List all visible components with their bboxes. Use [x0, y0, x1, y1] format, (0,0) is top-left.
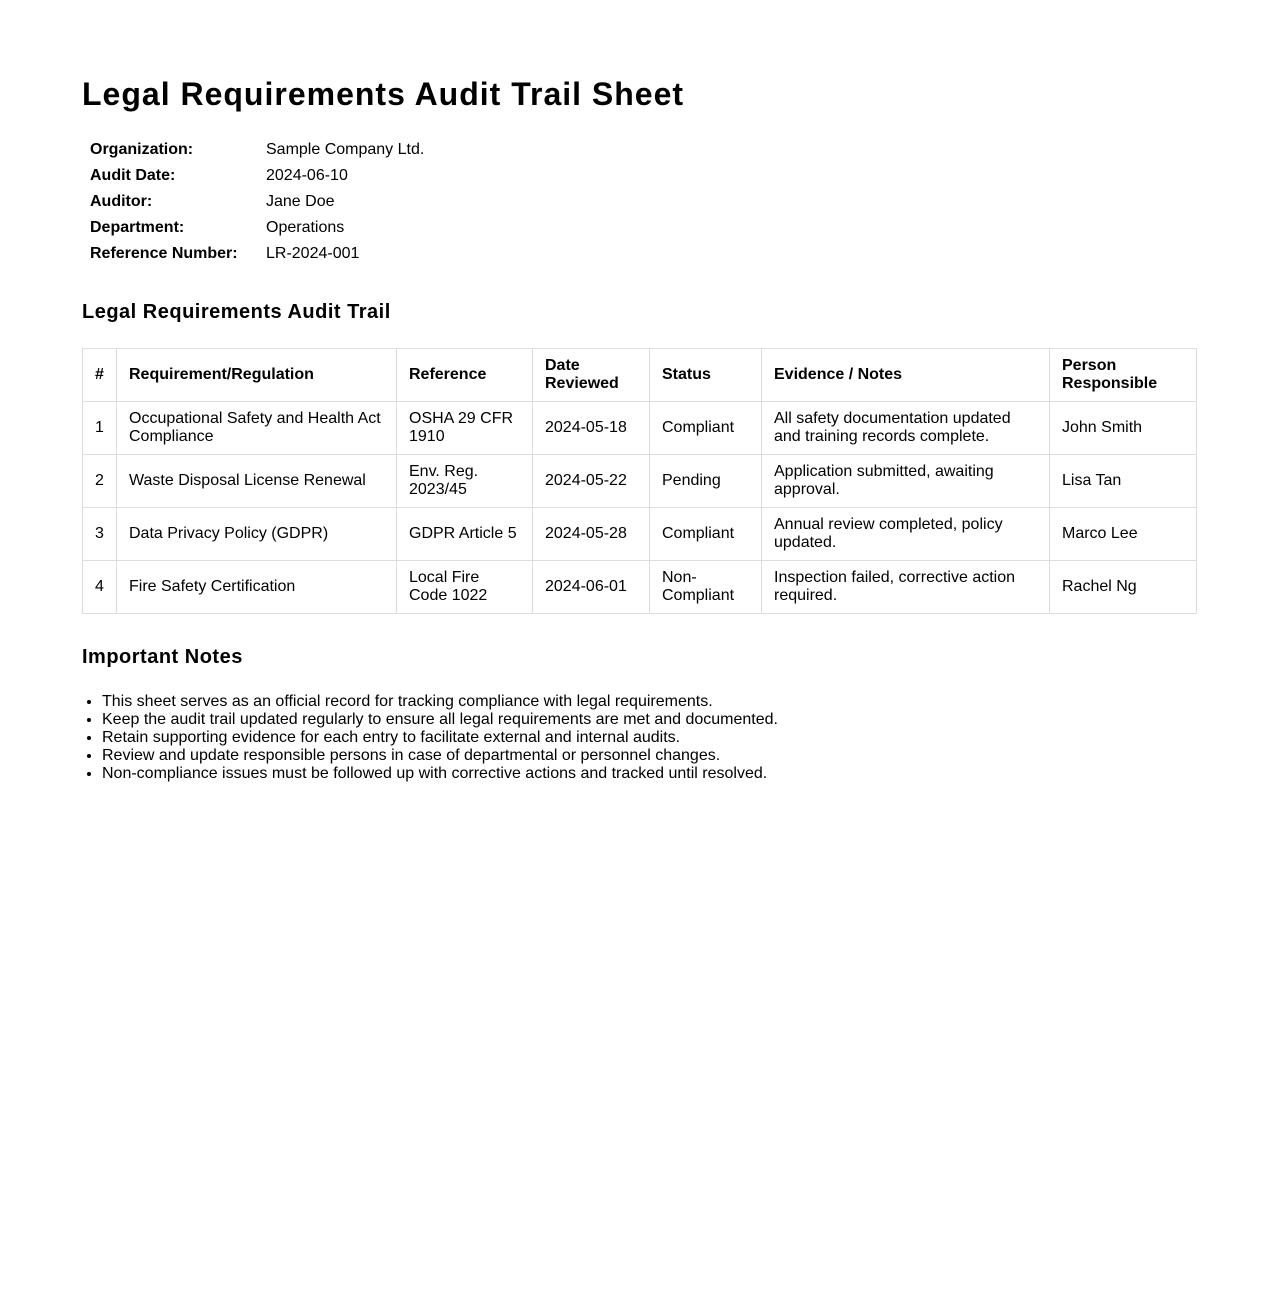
row-number: 2 [83, 455, 117, 508]
row-number: 4 [83, 561, 117, 614]
evidence-notes-cell: All safety documentation updated and training records complete. [762, 402, 1050, 455]
meta-label: Audit Date: [90, 167, 176, 184]
meta-row-auditor [90, 189, 424, 215]
audit-trail-section-title: Legal Requirements Audit Trail [82, 301, 391, 323]
meta-value: Sample Company Ltd. [266, 141, 425, 158]
evidence-notes-cell: Application submitted, awaiting approval. [762, 455, 1050, 508]
person-responsible-cell: John Smith [1050, 402, 1197, 455]
meta-label: Auditor: [90, 193, 153, 210]
evidence-notes-cell: Inspection failed, corrective action required. [762, 561, 1050, 614]
evidence-notes-cell: Annual review completed, policy updated. [762, 508, 1050, 561]
meta-row-audit-date [90, 163, 424, 189]
reference-cell: Env. Reg. 2023/45 [397, 455, 533, 508]
meta-label: Reference Number: [90, 245, 238, 262]
person-responsible-cell: Lisa Tan [1050, 455, 1197, 508]
requirement-cell: Occupational Safety and Health Act Compliance [117, 402, 397, 455]
reference-cell: OSHA 29 CFR 1910 [397, 402, 533, 455]
meta-value: 2024-06-10 [266, 167, 348, 184]
column-header-status: Status [650, 349, 762, 402]
meta-label: Organization: [90, 141, 194, 158]
list-item: • Non-compliance issues must be followed up with corrective actions and tracked until resolved. [102, 765, 1196, 783]
meta-value: LR-2024-001 [266, 245, 360, 262]
table-row [83, 508, 1197, 561]
column-header-requirement: Requirement/Regulation [117, 349, 397, 402]
requirement-cell: Fire Safety Certification [117, 561, 397, 614]
reference-cell: GDPR Article 5 [397, 508, 533, 561]
list-item: • Retain supporting evidence for each entry to facilitate external and internal audits. [102, 729, 1196, 747]
table-header-row [83, 349, 1197, 402]
meta-label: Department: [90, 219, 185, 236]
date-reviewed-cell: 2024-06-01 [533, 561, 650, 614]
date-reviewed-cell: 2024-05-28 [533, 508, 650, 561]
date-reviewed-cell: 2024-05-22 [533, 455, 650, 508]
row-number: 1 [83, 402, 117, 455]
person-responsible-cell: Marco Lee [1050, 508, 1197, 561]
meta-row-reference-number [90, 241, 424, 267]
list-item: • Review and update responsible persons in case of departmental or personnel changes. [102, 747, 1196, 765]
column-header-number: # [83, 349, 117, 402]
list-item: • This sheet serves as an official record for tracking compliance with legal requirements. [102, 693, 1196, 711]
column-header-date-reviewed: Date Reviewed [533, 349, 650, 402]
list-item: • Keep the audit trail updated regularly to ensure all legal requirements are met and documented. [102, 711, 1196, 729]
table-row [83, 561, 1197, 614]
meta-row-department [90, 215, 424, 241]
column-header-person-responsible: Person Responsible [1050, 349, 1197, 402]
date-reviewed-cell: 2024-05-18 [533, 402, 650, 455]
requirement-cell: Data Privacy Policy (GDPR) [117, 508, 397, 561]
page-title: Legal Requirements Audit Trail Sheet [82, 76, 685, 112]
meta-row-organization [90, 137, 424, 163]
table-row [83, 455, 1197, 508]
column-header-reference: Reference [397, 349, 533, 402]
audit-trail-table [82, 348, 1197, 614]
requirement-cell: Waste Disposal License Renewal [117, 455, 397, 508]
table-row [83, 402, 1197, 455]
important-notes-list [82, 693, 1196, 783]
meta-value: Jane Doe [266, 193, 335, 210]
reference-cell: Local Fire Code 1022 [397, 561, 533, 614]
status-cell: Pending [650, 455, 762, 508]
person-responsible-cell: Rachel Ng [1050, 561, 1197, 614]
important-notes-title: Important Notes [82, 646, 243, 668]
status-cell: Non-Compliant [650, 561, 762, 614]
status-cell: Compliant [650, 402, 762, 455]
row-number: 3 [83, 508, 117, 561]
meta-value: Operations [266, 219, 345, 236]
audit-info-table [90, 137, 424, 267]
status-cell: Compliant [650, 508, 762, 561]
column-header-evidence-notes: Evidence / Notes [762, 349, 1050, 402]
